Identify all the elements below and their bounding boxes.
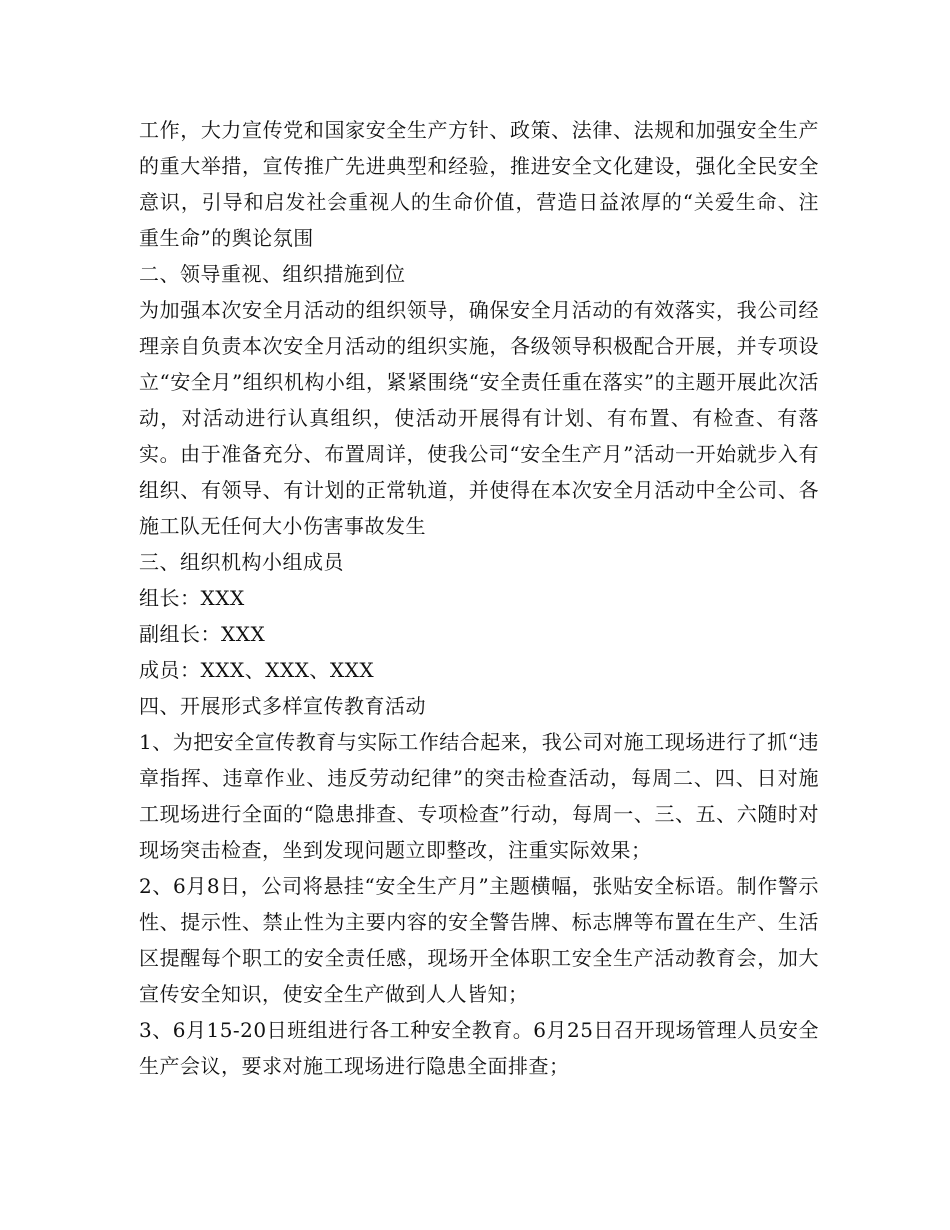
section-heading-3: 三、组织机构小组成员 xyxy=(139,550,344,574)
deputy-leader-line: 副组长：XXX xyxy=(139,622,266,646)
paragraph-intro-continuation: 工作，大力宣传党和国家安全生产方针、政策、法律、法规和加强安全生产的重大举措，宣传推广先进典型和经验，推进安全文化建设，强化全民安全意识，引导和启发社会重视人的生命价值，营造日益浓厚的“关爱生命、注重生命”的舆论氛围 xyxy=(139,118,819,250)
section-heading-2: 二、领导重视、组织措施到位 xyxy=(139,262,406,286)
section-heading-4: 四、开展形式多样宣传教育活动 xyxy=(139,694,426,718)
members-line: 成员：XXX、XXX、XXX xyxy=(139,658,375,682)
group-leader-line: 组长：XXX xyxy=(139,586,245,610)
document-body xyxy=(139,112,819,1084)
paragraph-organization: 为加强本次安全月活动的组织领导，确保安全月活动的有效落实，我公司经理亲自负责本次安全月活动的组织实施，各级领导积极配合开展，并专项设立“安全月”组织机构小组，紧紧围绕“安全责任重在落实”的主题开展此次活动，对活动进行认真组织，使活动开展得有计划、有布置、有检查、有落实。由于准备充分、布置周详，使我公司“安全生产月”活动一开始就步入有组织、有领导、有计划的正常轨道，并使得在本次安全月活动中全公司、各施工队无任何大小伤害事故发生 xyxy=(139,298,819,538)
list-item-2: 2、6月8日，公司将悬挂“安全生产月”主题横幅，张贴安全标语。制作警示性、提示性、禁止性为主要内容的安全警告牌、标志牌等布置在生产、生活区提醒每个职工的安全责任感，现场开全体职工安全生产活动教育会，加大宣传安全知识，使安全生产做到人人皆知； xyxy=(139,874,819,1006)
list-item-3: 3、6月15-20日班组进行各工种安全教育。6月25日召开现场管理人员安全生产会议，要求对施工现场进行隐患全面排查； xyxy=(139,1018,819,1078)
list-item-1: 1、为把安全宣传教育与实际工作结合起来，我公司对施工现场进行了抓“违章指挥、违章作业、违反劳动纪律”的突击检查活动，每周二、四、日对施工现场进行全面的“隐患排查、专项检查”行动，每周一、三、五、六随时对现场突击检查，坐到发现问题立即整改，注重实际效果； xyxy=(139,730,819,862)
